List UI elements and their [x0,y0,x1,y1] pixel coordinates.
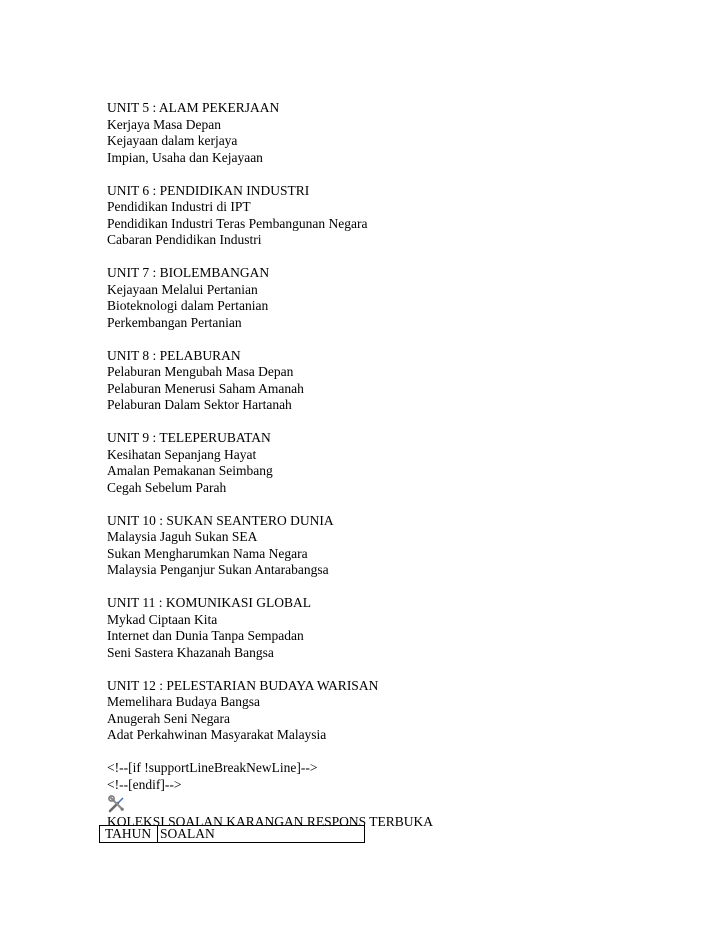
unit-topic: Pelaburan Dalam Sektor Hartanah [107,397,292,412]
unit-heading: UNIT 10 : SUKAN SEANTERO DUNIA [107,512,334,528]
unit-list [107,100,707,744]
unit-block [107,430,707,496]
unit-block [107,348,707,414]
unit-topic: Malaysia Penganjur Sukan Antarabangsa [107,562,329,577]
unit-block [107,513,707,579]
questions-table [99,825,365,843]
unit-heading: UNIT 12 : PELESTARIAN BUDAYA WARISAN [107,677,379,693]
unit-topic: Kejayaan Melalui Pertanian [107,281,258,297]
unit-heading: UNIT 7 : BIOLEMBANGAN [107,265,270,280]
unit-block [107,595,707,661]
unit-topic: Seni Sastera Khazanah Bangsa [107,644,274,660]
unit-topic: Pelaburan Menerusi Saham Amanah [107,380,304,396]
unit-topic: Cegah Sebelum Parah [107,479,227,495]
unit-topic: Sukan Mengharumkan Nama Negara [107,545,308,561]
unit-topic: Mykad Ciptaan Kita [107,611,218,627]
unit-heading: UNIT 6 : PENDIDIKAN INDUSTRI [107,182,310,198]
unit-topic: Pelaburan Mengubah Masa Depan [107,364,294,379]
unit-heading: UNIT 11 : KOMUNIKASI GLOBAL [107,595,311,610]
unit-topic: Pendidikan Industri di IPT [107,199,251,214]
unit-topic: Perkembangan Pertanian [107,314,242,330]
tools-icon [107,794,707,814]
unit-topic: Anugerah Seni Negara [107,710,230,726]
unit-heading: UNIT 9 : TELEPERUBATAN [107,430,271,445]
table-header-year: TAHUN [100,826,158,842]
table-header-question: SOALAN [160,826,215,841]
unit-block [107,678,707,744]
unit-topic: Malaysia Jaguh Sukan SEA [107,529,258,544]
unit-topic: Adat Perkahwinan Masyarakat Malaysia [107,727,327,742]
unit-topic: Kerjaya Masa Depan [107,116,221,132]
unit-topic: Kesihatan Sepanjang Hayat [107,446,257,462]
unit-block [107,265,707,331]
unit-heading: UNIT 8 : PELABURAN [107,347,241,363]
unit-topic: Bioteknologi dalam Pertanian [107,298,269,313]
collection-title: KOLEKSI SOALAN KARANGAN RESPONS TERBUKA [107,814,434,829]
unit-topic: Memelihara Budaya Bangsa [107,694,260,709]
unit-block [107,100,707,166]
unit-topic: Internet dan Dunia Tanpa Sempadan [107,628,304,643]
unit-topic: Impian, Usaha dan Kejayaan [107,149,263,165]
comment-line-1: <!--[if !supportLineBreakNewLine]--> [107,760,318,775]
unit-topic: Pendidikan Industri Teras Pembangunan Negara [107,215,368,231]
unit-heading: UNIT 5 : ALAM PEKERJAAN [107,100,280,115]
document-body [107,100,707,831]
unit-topic: Cabaran Pendidikan Industri [107,232,262,247]
unit-topic: Amalan Pemakanan Seimbang [107,463,273,478]
unit-block [107,183,707,249]
unit-topic: Kejayaan dalam kerjaya [107,133,238,148]
comment-line-2: <!--[endif]--> [107,776,182,792]
